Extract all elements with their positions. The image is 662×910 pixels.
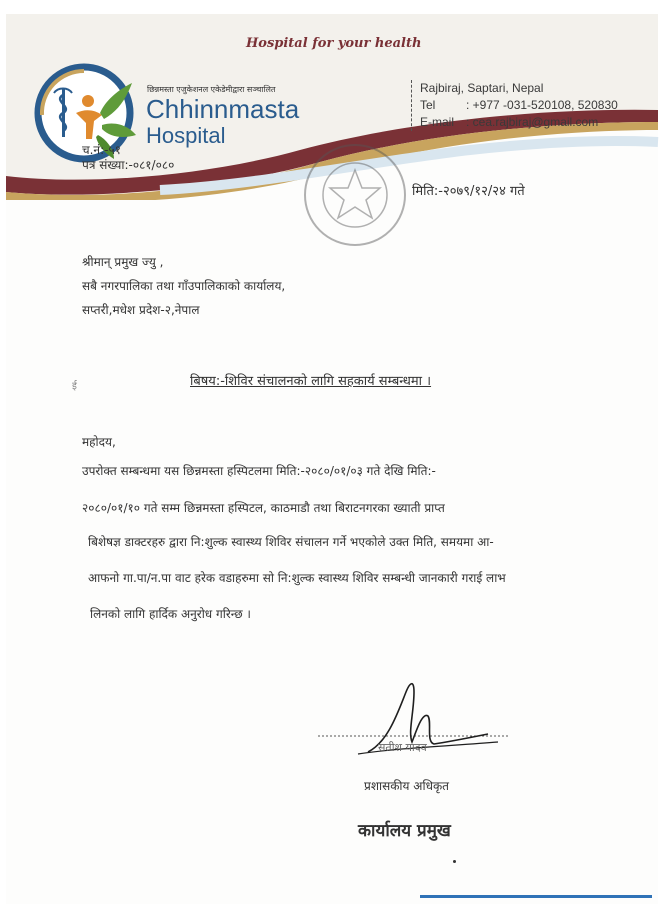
letter-number: पत्र संख्या:-०८१/०८० xyxy=(82,158,175,172)
contact-block xyxy=(411,80,618,131)
contact-address: Rajbiraj, Saptari, Nepal xyxy=(420,81,544,95)
signatory-name: सतीश यादव xyxy=(378,741,427,754)
email-value: : cea.rajbiraj@gmail.com xyxy=(466,115,599,129)
margin-mark: ई xyxy=(72,381,77,392)
recipient-line3: सप्तरी,मधेश प्रदेश-२,नेपाल xyxy=(82,303,200,317)
body-line-1: उपरोक्त सम्बन्धमा यस छिन्नमस्ता हस्पिटलमा मिति:-२०८०/०१/०३ गते देखि मिति:- xyxy=(82,464,436,478)
seal-stamp xyxy=(300,140,410,250)
subject-line: बिषय:-शिविर संचालनको लागि सहकार्य सम्बन्धमा । xyxy=(190,374,432,389)
letter-date: मिति:-२०७९/१२/२४ गते xyxy=(412,184,525,199)
body-line-5: लिनको लागि हार्दिक अनुरोध गरिन्छ । xyxy=(90,607,251,621)
body-line-3: बिशेषज्ञ डाक्टरहरु द्वारा नि:शुल्क स्वास्थ्य शिविर संचालन गर्ने भएकोले उक्त मिति, समयमा आ- xyxy=(88,535,494,549)
office-head: कार्यालय प्रमुख xyxy=(358,821,451,841)
body-line-4: आफनो गा.पा/न.पा वाट हरेक वडाहरुमा सो नि:शुल्क स्वास्थ्य शिविर सम्बन्धी जानकारी गराई लाभ xyxy=(88,571,506,585)
body-line-2: २०८०/०१/१० गते सम्म छिन्नमस्ता हस्पिटल, काठमाडौ तथा बिराटनगरका ख्याती प्राप्त xyxy=(82,501,445,515)
org-affiliation: छिन्नमस्ता एजुकेशनल एकेडेमीद्वारा सञ्चालित xyxy=(147,85,276,94)
recipient-line2: सबै नगरपालिका तथा गाँउपालिकाको कार्यालय, xyxy=(82,279,286,293)
tel-label: Tel xyxy=(420,98,436,112)
salutation: महोदय, xyxy=(82,435,116,449)
brand-name-line1: Chhinnmasta xyxy=(146,94,300,124)
cn-number: च.नं:-५१ xyxy=(82,143,121,157)
recipient-line1: श्रीमान् प्रमुख ज्यु , xyxy=(82,255,164,269)
recipient-address xyxy=(82,250,285,322)
ink-dot xyxy=(453,860,456,863)
email-label: E-mail xyxy=(420,115,455,129)
tel-value: : +977 -031-520108, 520830 xyxy=(466,98,618,112)
contact-tel xyxy=(420,97,618,114)
tagline: Hospital for your health xyxy=(246,36,422,51)
contact-email xyxy=(420,114,618,131)
signatory-designation: प्रशासकीय अधिकृत xyxy=(364,779,450,793)
brand-name-line2: Hospital xyxy=(146,123,226,148)
footer-line xyxy=(420,895,652,898)
